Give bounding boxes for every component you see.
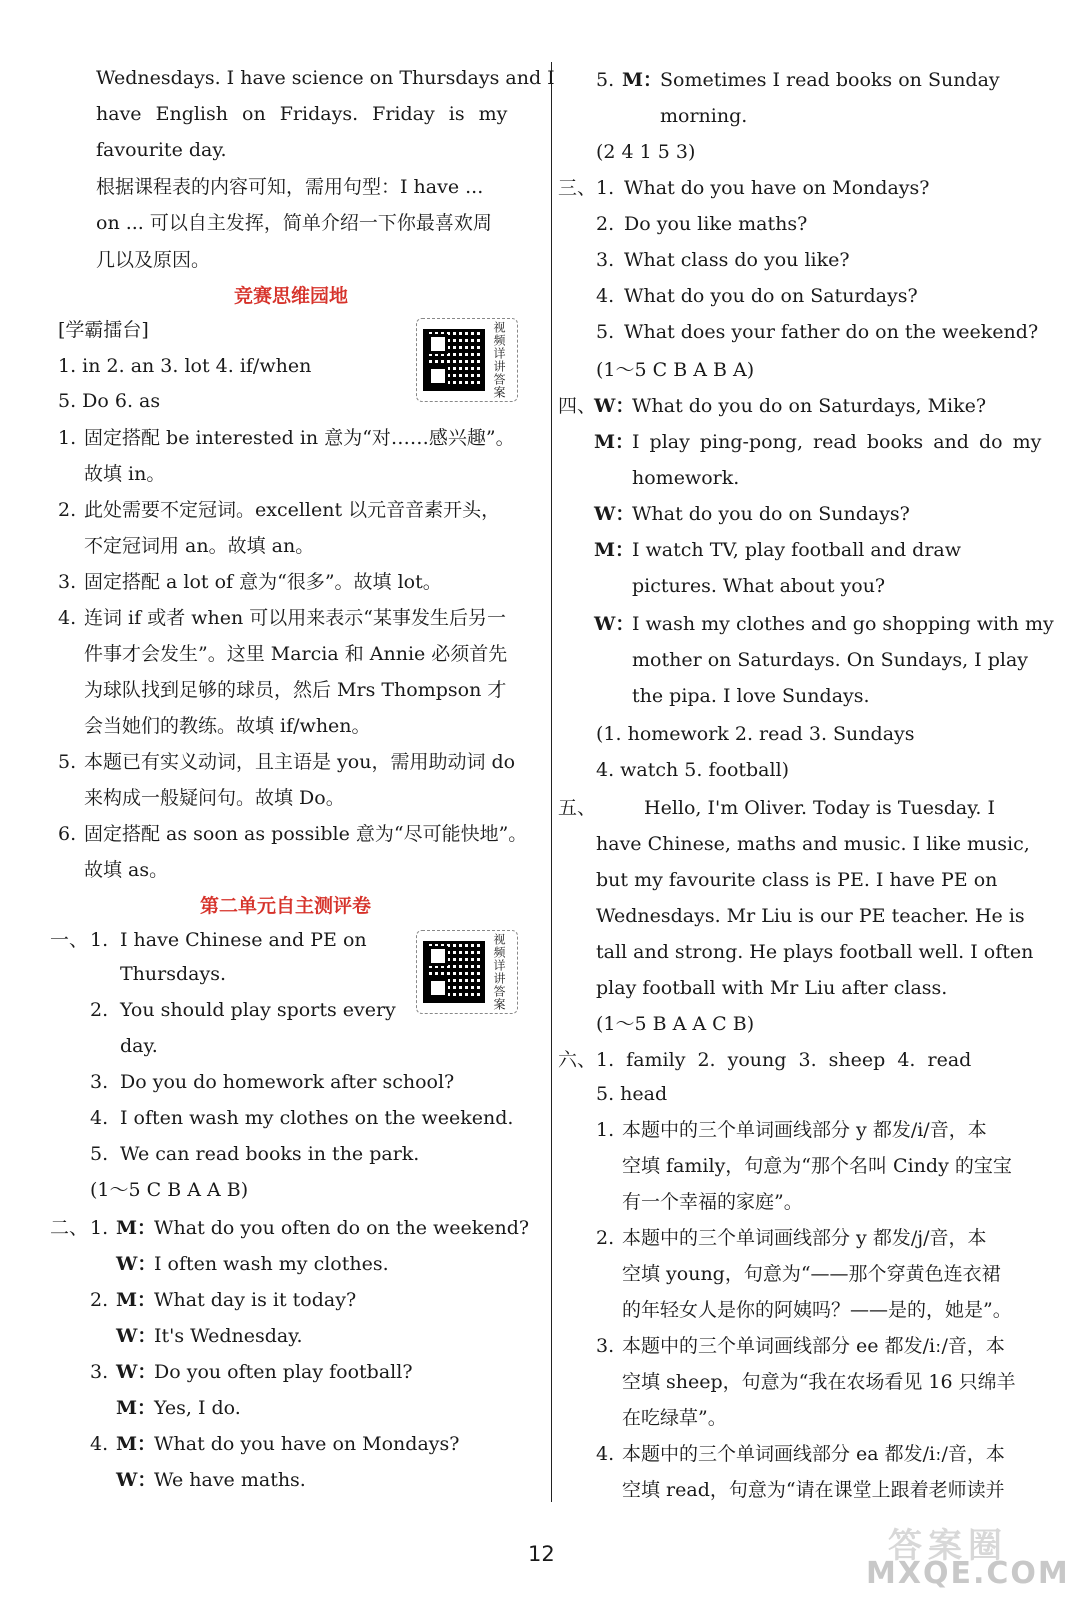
- explanation-line: 固定搭配 be interested in 意为“对……感兴趣”。: [84, 427, 515, 449]
- passage-line: play football with Mr Liu after class.: [596, 977, 948, 999]
- part-label: 五、: [558, 797, 597, 819]
- answer-key: 4. watch 5. football): [596, 759, 790, 781]
- item-number: 3.: [90, 1361, 109, 1383]
- sentence-line: I often wash my clothes on the weekend.: [120, 1107, 514, 1129]
- sentence-line: You should play sports every: [120, 999, 396, 1021]
- answers-row: 1. in 2. an 3. lot 4. if/when: [58, 355, 312, 377]
- item-number: 2.: [596, 213, 615, 235]
- speaker-label: M：: [594, 539, 635, 561]
- explanation-line: 空填 family，句意为“那个名叫 Cindy 的宝宝: [622, 1155, 1012, 1177]
- explanation-line: 本题已有实义动词，且主语是 you，需用助动词 do: [84, 751, 516, 773]
- part-label: 一、: [50, 929, 89, 951]
- item-number: 4.: [90, 1433, 109, 1455]
- sentence-line: What does your father do on the weekend?: [624, 321, 1039, 343]
- item-number: 4.: [596, 1443, 615, 1465]
- qr-code-box[interactable]: [416, 318, 518, 402]
- item-number: 6.: [58, 823, 77, 845]
- explanation-line: 连词 if 或者 when 可以用来表示“某事发生后另一: [84, 607, 506, 629]
- dialogue-line: What do you often do on the weekend?: [154, 1217, 530, 1239]
- explanation-line: 会当她们的教练。故填 if/when。: [84, 715, 371, 737]
- explanation-line: 的年轻女人是你的阿姨吗？——是的，她是”。: [622, 1299, 1012, 1321]
- part-label: 三、: [558, 177, 597, 199]
- sentence-line: Do you like maths?: [624, 213, 808, 235]
- explanation-line: 本题中的三个单词画线部分 ee 都发/iː/音，本: [622, 1335, 1005, 1357]
- dialogue-line: I play ping-pong, read books and do my: [632, 431, 1042, 453]
- passage-line: but my favourite class is PE. I have PE on: [596, 869, 998, 891]
- speaker-label: W：: [116, 1469, 157, 1491]
- item-number: 2.: [90, 999, 109, 1021]
- sentence-line: What do you do on Saturdays?: [624, 285, 918, 307]
- explanation-line: 不定冠词用 an。故填 an。: [84, 535, 315, 557]
- speaker-label: M：: [116, 1433, 157, 1455]
- sentence-line: Do you do homework after school?: [120, 1071, 455, 1093]
- part-label: 四、: [558, 395, 597, 417]
- bracket-label: [学霸擂台]: [58, 319, 149, 341]
- text-line: favourite day.: [96, 139, 227, 161]
- text-line: on ... 可以自主发挥，简单介绍一下你最喜欢周: [96, 212, 492, 234]
- text-line: 根据课程表的内容可知，需用句型：I have ...: [96, 176, 484, 198]
- item-number: 5.: [58, 751, 77, 773]
- item-number: 3.: [58, 571, 77, 593]
- item-number: 2.: [58, 499, 77, 521]
- explanation-line: 空填 young，句意为“——那个穿黄色连衣裙: [622, 1263, 1001, 1285]
- speaker-label: W：: [594, 503, 635, 525]
- dialogue-line: Do you often play football?: [154, 1361, 413, 1383]
- sentence-line: I have Chinese and PE on: [120, 929, 367, 951]
- explanation-line: 有一个幸福的家庭”。: [622, 1191, 803, 1213]
- watermark-logo: [858, 1516, 1068, 1596]
- dialogue-line: I wash my clothes and go shopping with my: [632, 613, 1054, 635]
- explanation-line: 此处需要不定冠词。excellent 以元音音素开头，: [84, 499, 501, 521]
- answer-key: (1～5 C B A B A): [596, 359, 755, 381]
- qr-code-icon: [423, 329, 485, 391]
- item-number: 1.: [90, 929, 109, 951]
- dialogue-line: Sometimes I read books on Sunday: [660, 69, 1000, 91]
- answer-key: (1～5 C B A A B): [90, 1179, 249, 1201]
- sentence-line: What do you have on Mondays?: [624, 177, 930, 199]
- passage-line: tall and strong. He plays football well. I often: [596, 941, 1034, 963]
- text-line: have English on Fridays. Friday is my: [96, 103, 508, 125]
- dialogue-line: What do you do on Sundays?: [632, 503, 910, 525]
- dialogue-line: What day is it today?: [154, 1289, 357, 1311]
- speaker-label: W：: [594, 613, 635, 635]
- item-number: 5.: [596, 69, 615, 91]
- dialogue-line: I watch TV, play football and draw: [632, 539, 962, 561]
- item-number: 5.: [596, 321, 615, 343]
- item-number: 3.: [596, 1335, 615, 1357]
- item-number: 3.: [90, 1071, 109, 1093]
- speaker-label: W：: [116, 1325, 157, 1347]
- speaker-label: M：: [116, 1289, 157, 1311]
- dialogue-line: What do you do on Saturdays, Mike?: [632, 395, 987, 417]
- explanation-line: 空填 read，句意为“请在课堂上跟着老师读并: [622, 1479, 1005, 1501]
- answers-row: 5. Do 6. as: [58, 390, 161, 412]
- dialogue-line: morning.: [660, 105, 748, 127]
- dialogue-line: Yes, I do.: [154, 1397, 241, 1419]
- qr-caption: 视频详讲答案: [492, 321, 506, 399]
- section-title: 竞赛思维园地: [234, 285, 349, 307]
- dialogue-line: the pipa. I love Sundays.: [632, 685, 870, 707]
- explanation-line: 本题中的三个单词画线部分 ea 都发/iː/音，本: [622, 1443, 1005, 1465]
- item-number: 4.: [596, 285, 615, 307]
- part-label: 二、: [50, 1217, 89, 1239]
- sentence-line: What class do you like?: [624, 249, 850, 271]
- item-number: 4.: [58, 607, 77, 629]
- passage-line: Wednesdays. Mr Liu is our PE teacher. He is: [596, 905, 1025, 927]
- item-number: 1.: [90, 1217, 109, 1239]
- speaker-label: W：: [594, 395, 635, 417]
- watermark-url: MXQE.COM: [866, 1556, 1070, 1591]
- text-line: 几以及原因。: [96, 249, 211, 271]
- item-number: 3.: [596, 249, 615, 271]
- explanation-line: 故填 in。: [84, 463, 166, 485]
- section-title: 第二单元自主测评卷: [200, 895, 372, 917]
- qr-caption: 视频详讲答案: [492, 933, 506, 1011]
- answers-row: 5. head: [596, 1083, 668, 1105]
- explanation-line: 本题中的三个单词画线部分 y 都发/i/音，本: [622, 1119, 987, 1141]
- speaker-label: M：: [622, 69, 663, 91]
- explanation-line: 空填 sheep，句意为“我在农场看见 16 只绵羊: [622, 1371, 1016, 1393]
- explanation-line: 在吃绿草”。: [622, 1407, 727, 1429]
- answer-key: (2 4 1 5 3): [596, 141, 696, 163]
- qr-code-box[interactable]: [416, 930, 518, 1014]
- dialogue-line: mother on Saturdays. On Sundays, I play: [632, 649, 1029, 671]
- explanation-line: 固定搭配 as soon as possible 意为“尽可能快地”。: [84, 823, 528, 845]
- dialogue-line: We have maths.: [154, 1469, 306, 1491]
- answer-key: (1～5 B A A C B): [596, 1013, 755, 1035]
- explanation-line: 来构成一般疑问句。故填 Do。: [84, 787, 345, 809]
- explanation-line: 为球队找到足够的球员，然后 Mrs Thompson 才: [84, 679, 507, 701]
- passage-line: have Chinese, maths and music. I like music,: [596, 833, 1030, 855]
- sentence-line: Thursdays.: [120, 963, 226, 985]
- explanation-line: 故填 as。: [84, 859, 169, 881]
- item-number: 4.: [90, 1107, 109, 1129]
- part-label: 六、: [558, 1049, 597, 1071]
- item-number: 2.: [596, 1227, 615, 1249]
- explanation-line: 本题中的三个单词画线部分 y 都发/j/音，本: [622, 1227, 987, 1249]
- explanation-line: 件事才会发生”。这里 Marcia 和 Annie 必须首先: [84, 643, 508, 665]
- item-number: 2.: [90, 1289, 109, 1311]
- watermark-text: 答案圈: [888, 1526, 1008, 1566]
- explanation-line: 固定搭配 a lot of 意为“很多”。故填 lot。: [84, 571, 442, 593]
- speaker-label: W：: [116, 1361, 157, 1383]
- dialogue-line: I often wash my clothes.: [154, 1253, 389, 1275]
- item-number: 1.: [596, 177, 615, 199]
- speaker-label: W：: [116, 1253, 157, 1275]
- item-number: 1.: [596, 1119, 615, 1141]
- dialogue-line: What do you have on Mondays?: [154, 1433, 460, 1455]
- speaker-label: M：: [594, 431, 635, 453]
- dialogue-line: It's Wednesday.: [154, 1325, 303, 1347]
- dialogue-line: homework.: [632, 467, 740, 489]
- column-divider: [551, 62, 552, 1502]
- answers-row: 1. family 2. young 3. sheep 4. read: [596, 1049, 972, 1071]
- page-number: 12: [528, 1542, 555, 1566]
- item-number: 1.: [58, 427, 77, 449]
- dialogue-line: pictures. What about you?: [632, 575, 886, 597]
- sentence-line: We can read books in the park.: [120, 1143, 420, 1165]
- answer-key: (1. homework 2. read 3. Sundays: [596, 723, 915, 745]
- speaker-label: M：: [116, 1397, 157, 1419]
- item-number: 5.: [90, 1143, 109, 1165]
- speaker-label: M：: [116, 1217, 157, 1239]
- sentence-line: day.: [120, 1035, 158, 1057]
- passage-line: Hello, I'm Oliver. Today is Tuesday. I: [644, 797, 996, 819]
- qr-code-icon: [423, 941, 485, 1003]
- text-line: Wednesdays. I have science on Thursdays and I: [96, 67, 555, 89]
